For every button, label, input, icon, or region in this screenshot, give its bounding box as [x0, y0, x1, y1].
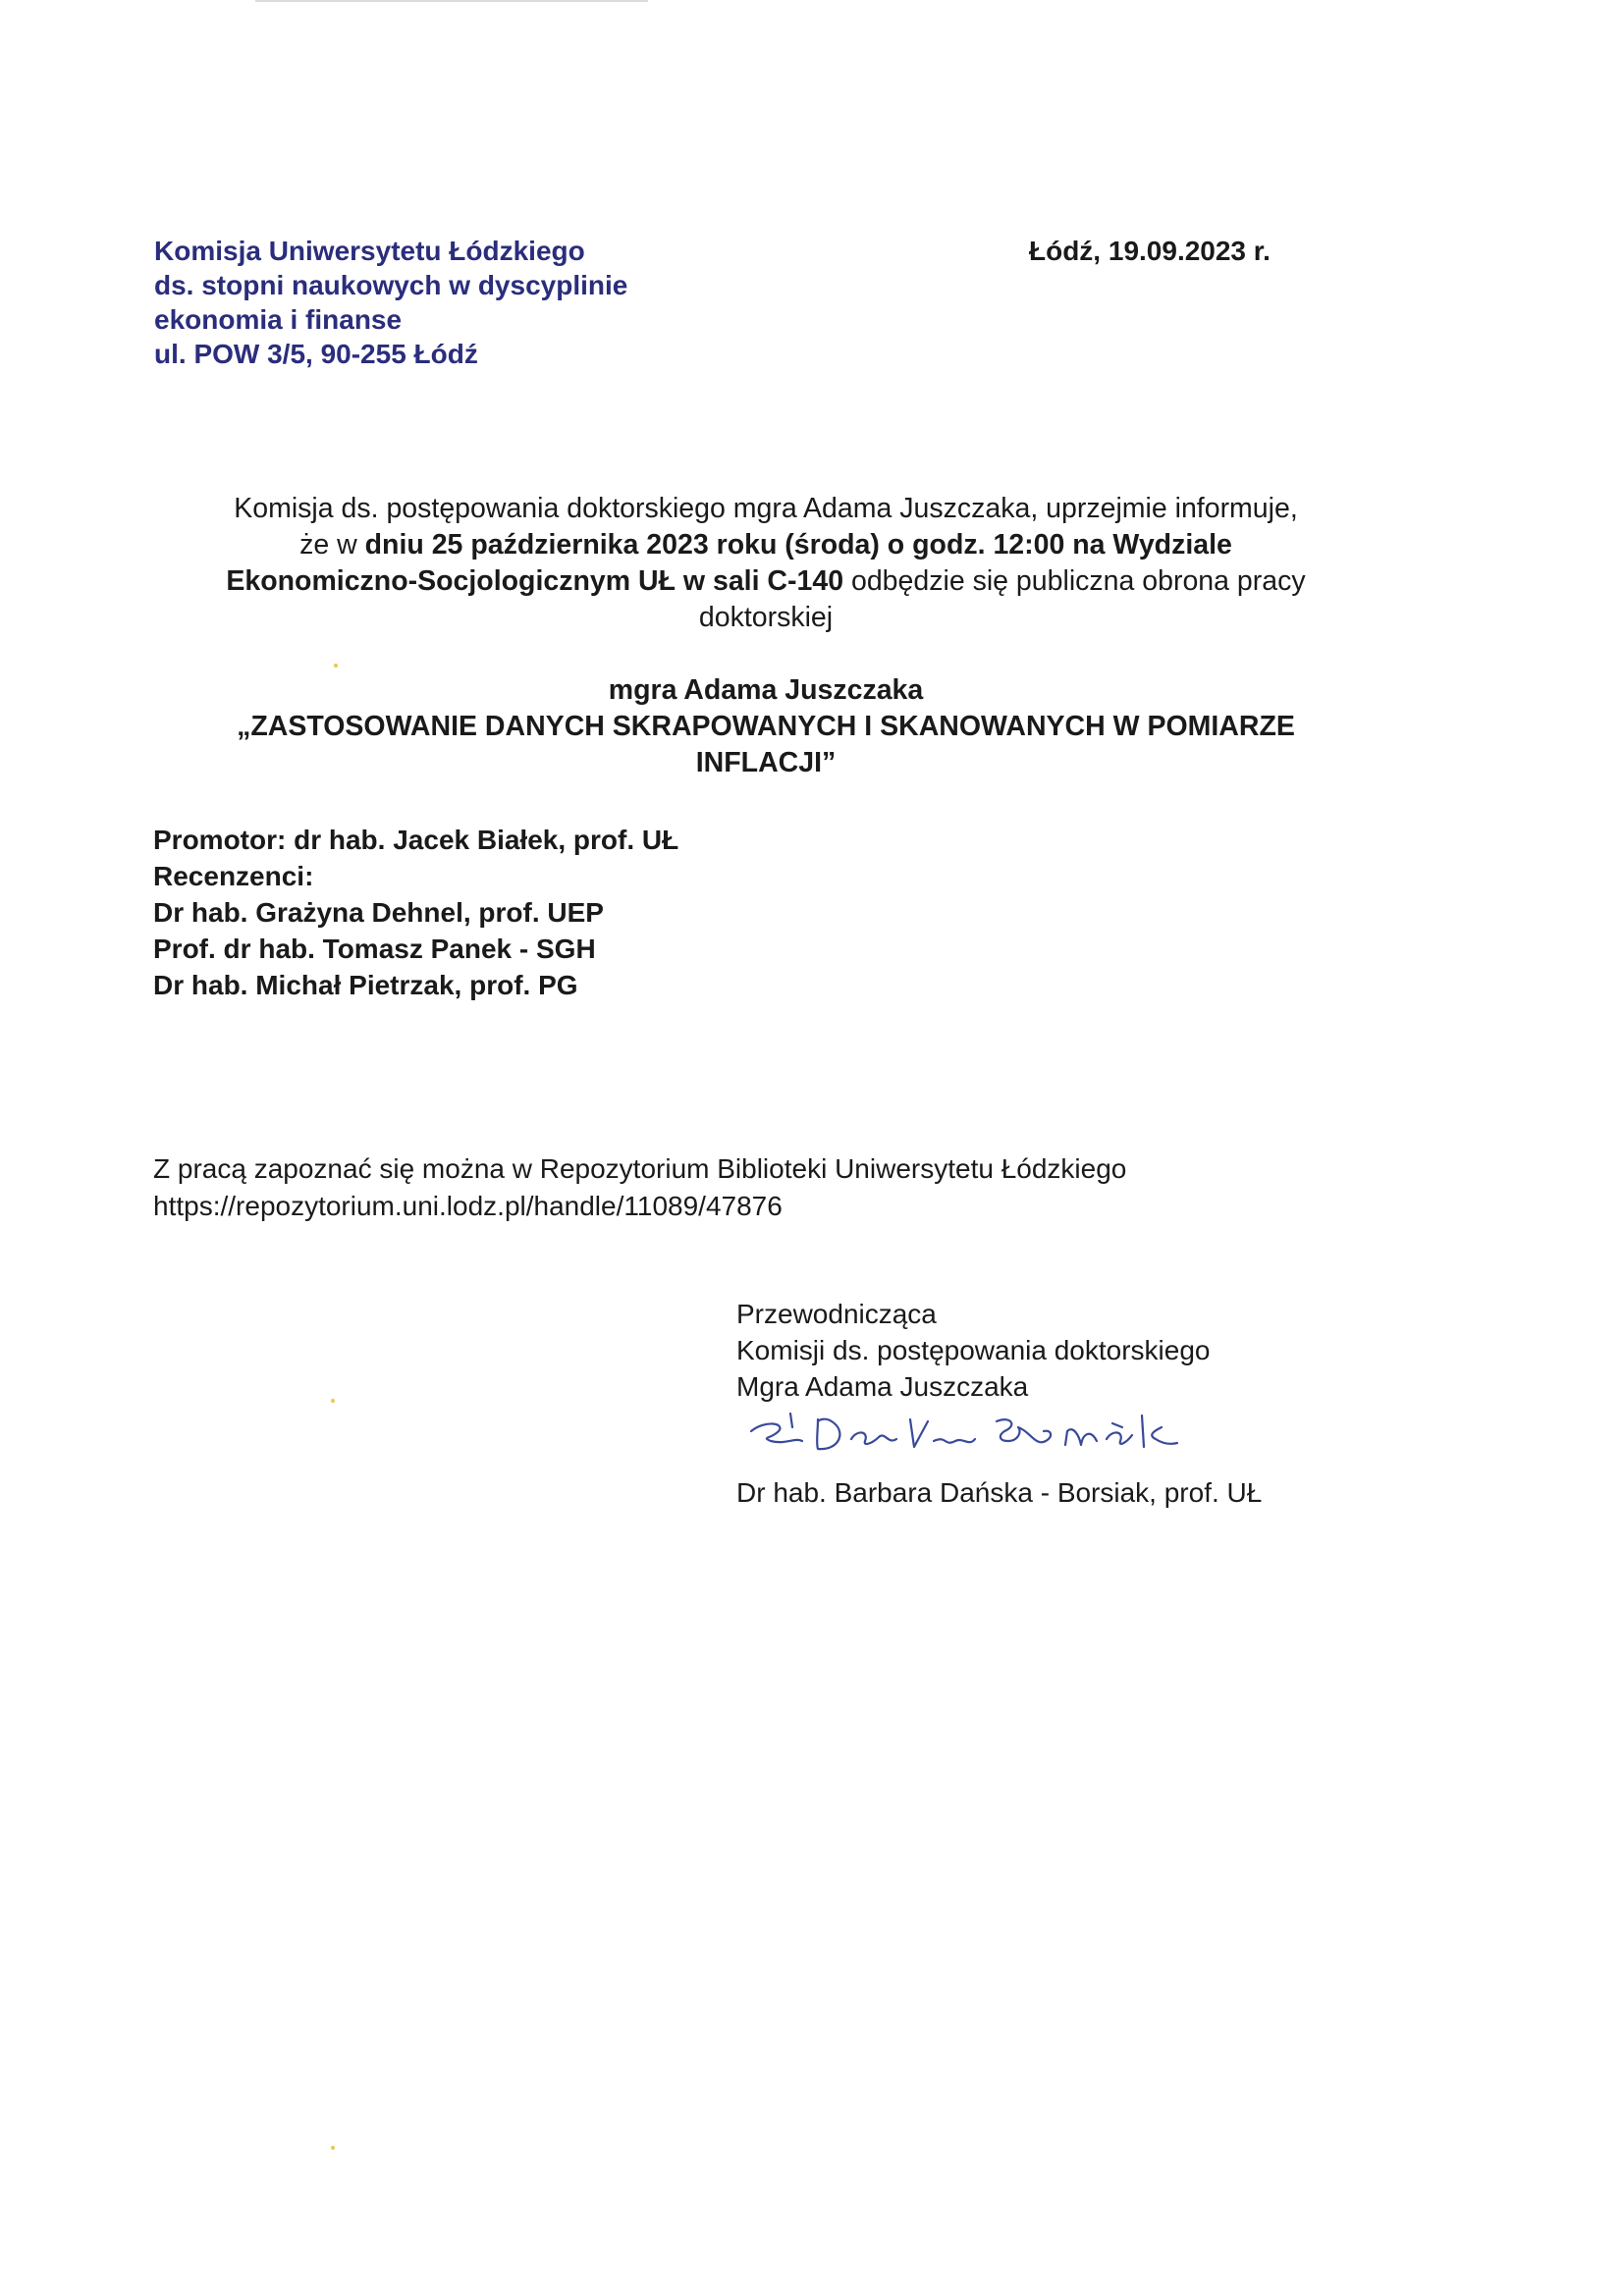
- intro-line-2: [147, 527, 1384, 563]
- signature-candidate: Mgra Adama Juszczaka: [736, 1371, 1029, 1402]
- intro-line-3-plain: odbędzie się publiczna obrona pracy: [843, 565, 1306, 597]
- handwritten-signature: [741, 1402, 1193, 1461]
- intro-line-4: doktorskiej: [698, 602, 834, 633]
- signature-block: [736, 1296, 1210, 1405]
- scan-speck: [331, 2146, 335, 2150]
- signature-role: Przewodnicząca: [736, 1299, 937, 1329]
- reviewers-label: Recenzenci:: [153, 861, 314, 891]
- intro-line-3-bold: Ekonomiczno-Socjologicznym UŁ w sali C-140: [226, 565, 844, 597]
- signature-committee: Komisji ds. postępowania doktorskiego: [736, 1335, 1211, 1365]
- scan-speck: [331, 1399, 335, 1403]
- thesis-title-line-2: INFLACJI”: [695, 747, 837, 778]
- promotor: Promotor: dr hab. Jacek Białek, prof. UŁ: [153, 825, 679, 855]
- repository-text: Z pracą zapoznać się można w Repozytorium Biblioteki Uniwersytetu Łódzkiego: [153, 1153, 1127, 1184]
- sender-address: [154, 234, 627, 371]
- intro-line-2-plain: że w: [299, 529, 365, 561]
- scan-speck: [334, 664, 338, 667]
- intro-line-1: Komisja ds. postępowania doktorskiego mgra Adama Juszczaka, uprzejmie informuje,: [234, 493, 1298, 524]
- intro-line-3: [147, 563, 1384, 600]
- sender-line-1: Komisja Uniwersytetu Łódzkiego: [154, 236, 585, 266]
- announcement-paragraph: [147, 491, 1384, 636]
- defense-block: [147, 672, 1384, 781]
- reviewer-2: Prof. dr hab. Tomasz Panek - SGH: [153, 934, 596, 964]
- sender-line-3: ekonomia i finanse: [154, 304, 403, 335]
- signer-name: Dr hab. Barbara Dańska - Borsiak, prof. UŁ: [736, 1477, 1263, 1508]
- committee-members: [153, 822, 678, 1003]
- thesis-title-line-1: „ZASTOSOWANIE DANYCH SKRAPOWANYCH I SKANOWANYCH W POMIARZE: [237, 711, 1295, 742]
- repository-url: https://repozytorium.uni.lodz.pl/handle/11089/47876: [153, 1191, 783, 1221]
- letter-date: Łódź, 19.09.2023 r.: [1029, 236, 1271, 266]
- intro-line-2-bold: dniu 25 października 2023 roku (środa) o godz. 12:00 na Wydziale: [364, 529, 1232, 561]
- sender-line-4: ul. POW 3/5, 90-255 Łódź: [154, 339, 478, 369]
- reviewer-3: Dr hab. Michał Pietrzak, prof. PG: [153, 970, 578, 1000]
- candidate-name: mgra Adama Juszczaka: [608, 674, 924, 706]
- repository-note: [153, 1150, 1126, 1225]
- reviewer-1: Dr hab. Grażyna Dehnel, prof. UEP: [153, 897, 604, 928]
- scan-edge-line: [255, 0, 648, 2]
- sender-line-2: ds. stopni naukowych w dyscyplinie: [154, 270, 628, 300]
